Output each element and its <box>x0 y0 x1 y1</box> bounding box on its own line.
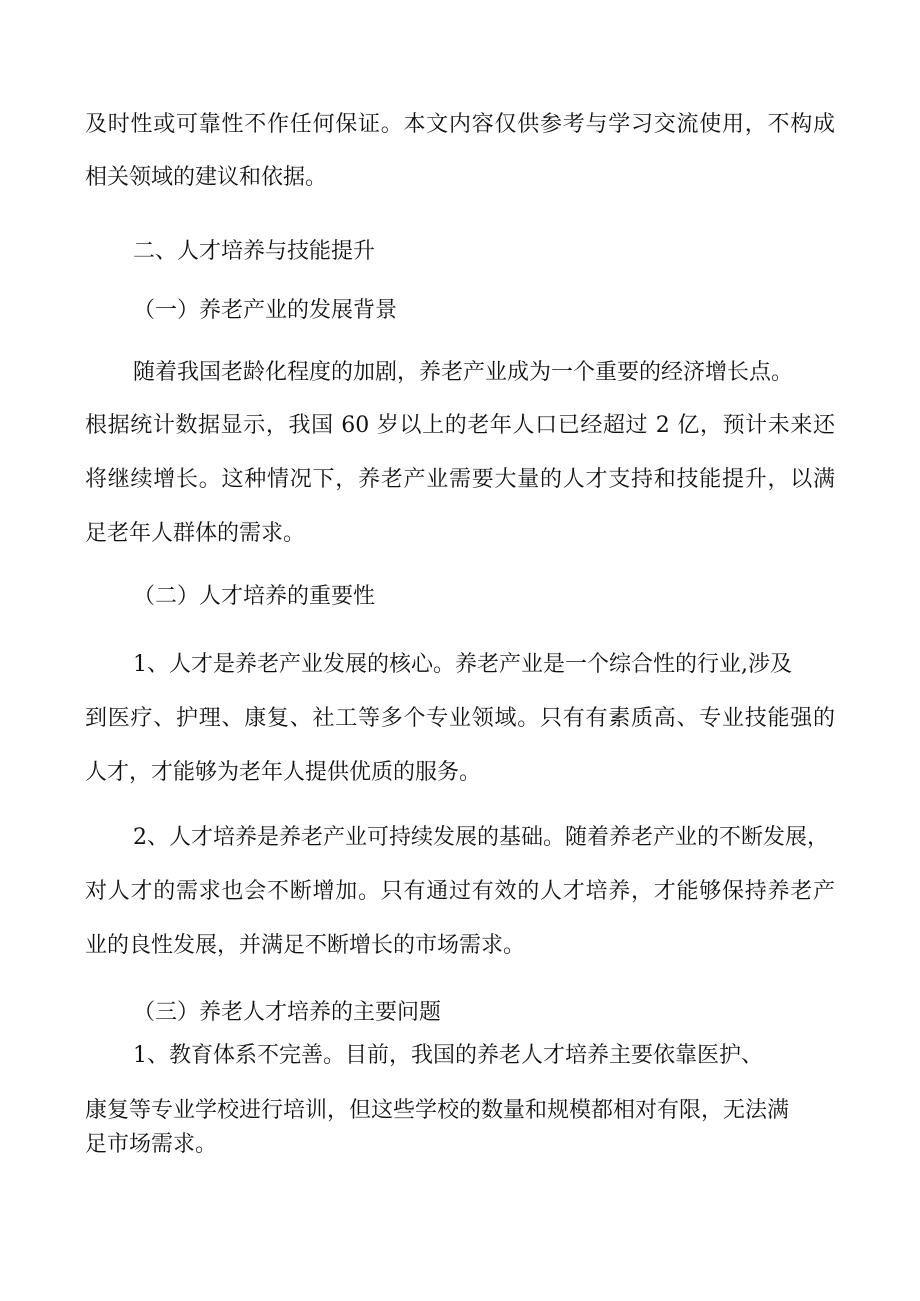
intro-text-1: 及时性或可靠性不作任何保证。本文内容仅供参考与学习交流使用，不构成 <box>85 112 835 137</box>
subsection-heading-3: （三）养老人才培养的主要问题 <box>133 1000 442 1025</box>
paragraph-3-text-2: 对人才的需求也会不断增加。只有通过有效的人才培养，才能够保持养老产 <box>85 879 835 904</box>
paragraph-3-line-2 <box>85 877 835 907</box>
paragraph-1-text-2: 根据统计数据显示，我国 60 岁以上的老年人口已经超过 2 亿，预计未来还 <box>85 413 835 438</box>
subsection-heading-2: （二）人才培养的重要性 <box>133 584 376 609</box>
paragraph-2-line-1: 1、人才是养老产业发展的核心。养老产业是一个综合性的行业,涉及 <box>133 652 792 677</box>
paragraph-3-line-1: 2、人才培养是养老产业可持续发展的基础。随着养老产业的不断发展， <box>133 825 829 850</box>
paragraph-1-line-2 <box>85 411 835 441</box>
paragraph-1-text-3: 将继续增长。这种情况下，养老产业需要大量的人才支持和技能提升，以满 <box>85 467 835 492</box>
paragraph-1-line-1: 随着我国老龄化程度的加剧，养老产业成为一个重要的经济增长点。 <box>133 360 794 385</box>
paragraph-1-line-4: 足老年人群体的需求。 <box>85 521 306 546</box>
intro-line-1 <box>85 110 835 140</box>
paragraph-2-line-2 <box>85 704 835 734</box>
paragraph-4-line-1: 1、教育体系不完善。目前，我国的养老人才培养主要依靠医护、 <box>133 1043 763 1068</box>
paragraph-3-line-3: 业的良性发展，并满足不断增长的市场需求。 <box>85 933 526 958</box>
section-heading: 二、人才培养与技能提升 <box>133 239 376 264</box>
paragraph-4-line-2: 康复等专业学校进行培训，但这些学校的数量和规模都相对有限，无法满 <box>85 1098 790 1123</box>
paragraph-2-text-2: 到医疗、护理、康复、社工等多个专业领域。只有有素质高、专业技能强的 <box>85 706 835 731</box>
paragraph-2-line-3: 人才，才能够为老年人提供优质的服务。 <box>85 760 482 785</box>
paragraph-1-line-3 <box>85 465 835 495</box>
paragraph-4-line-3: 足市场需求。 <box>85 1132 218 1157</box>
intro-line-2: 相关领域的建议和依据。 <box>85 165 328 190</box>
subsection-heading-1: （一）养老产业的发展背景 <box>133 298 398 323</box>
